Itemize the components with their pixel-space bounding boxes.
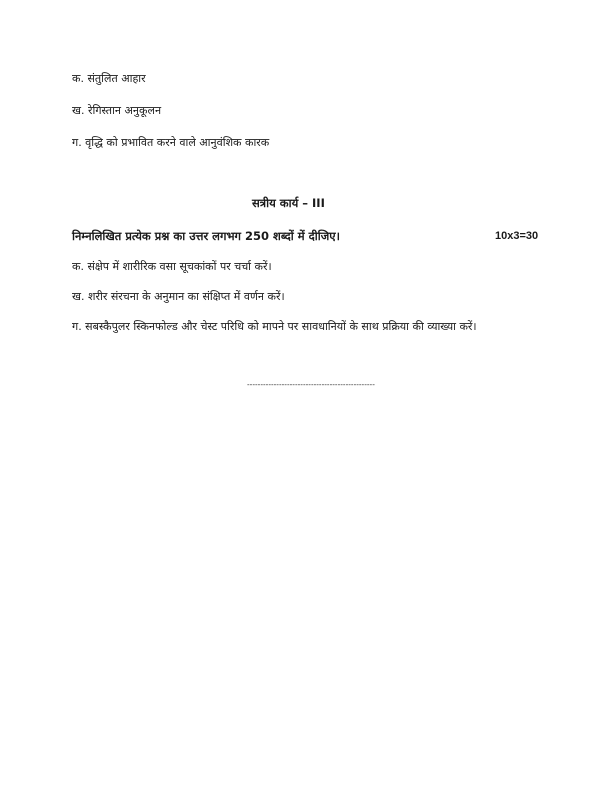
assignment-title: सत्रीय कार्य – III [252,196,325,210]
top-item-a: क. संतुलित आहार [72,72,146,85]
top-item-c: ग. वृद्धि को प्रभावित करने वाले आनुवंशिक कारक [72,136,270,149]
question-a: क. संक्षेप में शारीरिक वसा सूचकांकों पर चर्चा करें। [72,260,272,273]
question-b: ख. शरीर संरचना के अनुमान का संक्षिप्त में वर्णन करें। [72,290,285,303]
assignment-instruction: निम्नलिखित प्रत्येक प्रश्न का उत्तर लगभग 250 शब्दों में दीजिए। [72,229,340,243]
end-divider: ------------------------------------------------ [247,380,375,389]
top-item-b: ख. रेगिस्तान अनुकूलन [72,104,162,117]
question-c: ग. सबस्कैपुलर स्किनफोल्ड और चेस्ट परिधि को मापने पर सावधानियों के साथ प्रक्रिया की व्याख्या करें। [72,320,477,333]
assignment-marks: 10x3=30 [495,230,539,242]
